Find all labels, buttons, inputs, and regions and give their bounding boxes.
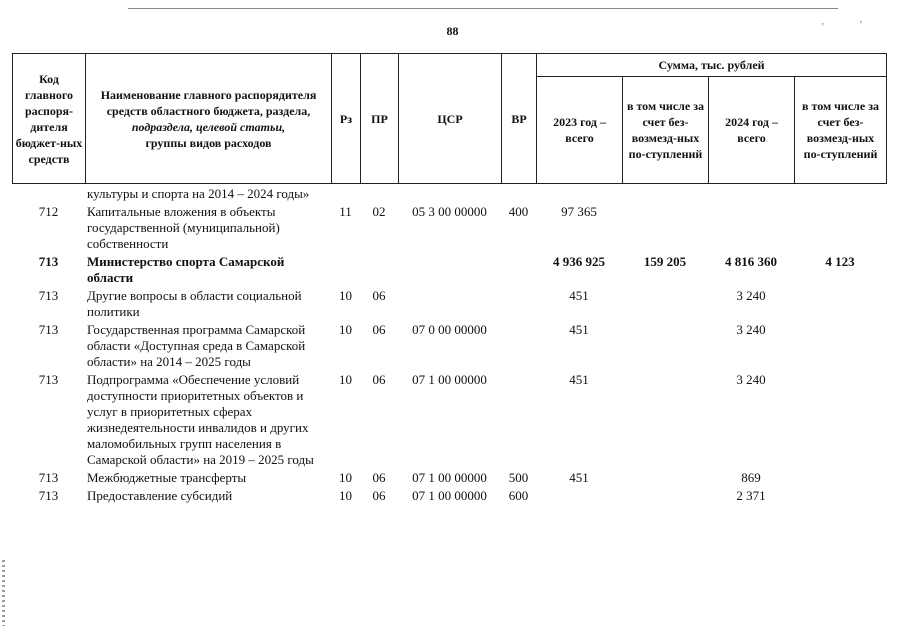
row-rz: 11 [339, 204, 352, 219]
corner-mark-right: ' [860, 20, 862, 31]
header-rz: Рз [332, 54, 361, 184]
row-free-2024 [794, 286, 886, 320]
row-code: 713 [38, 254, 59, 269]
row-name: Предоставление субсидий [87, 488, 233, 503]
row-vr [501, 286, 536, 320]
row-sum-2023: 451 [569, 372, 589, 387]
header-name [86, 54, 332, 184]
row-vr: 500 [508, 470, 529, 485]
row-free-2024 [794, 320, 886, 370]
header-code: Код главного распоря-дителя бюджет-ных средств [13, 54, 86, 184]
row-rz: 10 [339, 470, 352, 485]
row-name: Подпрограмма «Обеспечение условий доступности приоритетных объектов и услуг в приоритетных сферах жизнедеятельности инвалидов и других маломобильных групп населения в Самарской области» на 2019 – 2025 годы [87, 372, 314, 467]
row-code: 713 [38, 322, 59, 337]
header-2023-free: в том числе за счет без-возмезд-ных по-ступлений [623, 77, 709, 184]
top-scan-line [128, 8, 838, 9]
row-sum-2024 [708, 202, 794, 252]
row-sum-2024: 3 240 [736, 322, 766, 337]
row-pr: 06 [372, 372, 386, 387]
header-name-part2: подраздела, целевой статьи, [131, 119, 286, 134]
row-free-2023 [622, 286, 708, 320]
row-sum-2023: 451 [569, 322, 589, 337]
row-csr: 07 1 00 00000 [412, 470, 487, 485]
row-sum-2024: 3 240 [736, 372, 766, 387]
row-sum-2023: 451 [569, 288, 589, 303]
row-pr: 02 [372, 204, 386, 219]
row-rz: 10 [339, 372, 352, 387]
header-csr: ЦСР [399, 54, 502, 184]
table-row [12, 252, 886, 286]
row-sum-2024 [708, 186, 794, 202]
header-name-part3: группы видов расходов [145, 135, 272, 150]
scan-artifact [2, 560, 5, 626]
row-free-2024 [794, 186, 886, 202]
row-free-2024 [794, 202, 886, 252]
row-pr [360, 186, 398, 202]
header-pr: ПР [361, 54, 399, 184]
row-name: Межбюджетные трансферты [87, 470, 247, 485]
row-sum-2023: 451 [569, 470, 589, 485]
row-name: Другие вопросы в области социальной политики [87, 288, 302, 319]
table-row [12, 286, 886, 320]
row-sum-2024: 3 240 [736, 288, 766, 303]
header-2023-total: 2023 год – всего [537, 77, 623, 184]
row-code: 713 [38, 488, 59, 503]
header-vr: ВР [502, 54, 537, 184]
row-name: Государственная программа Самарской области «Доступная среда в Самарской области» на 2014 – 2025 годы [87, 322, 306, 369]
table-row [12, 202, 886, 252]
table-row [12, 468, 886, 486]
row-pr: 06 [372, 288, 386, 303]
row-free-2024 [794, 486, 886, 504]
row-vr [501, 370, 536, 468]
row-csr: 07 1 00 00000 [412, 488, 487, 503]
row-free-2024: 4 123 [825, 254, 855, 269]
table-row [12, 370, 886, 468]
row-rz [331, 186, 360, 202]
row-pr [360, 252, 398, 286]
row-csr: 07 0 00 00000 [412, 322, 487, 337]
row-code: 713 [38, 372, 59, 387]
row-vr: 400 [508, 204, 529, 219]
row-name: Министерство спорта Самарской области [87, 254, 285, 285]
row-vr: 600 [508, 488, 529, 503]
row-name: культуры и спорта на 2014 – 2024 годы» [87, 186, 310, 201]
row-sum-2023: 97 365 [561, 204, 597, 219]
row-sum-2024: 4 816 360 [725, 254, 777, 269]
row-csr: 07 1 00 00000 [412, 372, 487, 387]
header-2024-free: в том числе за счет без-возмезд-ных по-ступлений [795, 77, 887, 184]
row-rz [331, 252, 360, 286]
row-sum-2023 [536, 186, 622, 202]
header-sum: Сумма, тыс. рублей [537, 54, 887, 77]
row-pr: 06 [372, 322, 386, 337]
table-row [12, 186, 886, 202]
row-free-2023 [622, 370, 708, 468]
header-name-part1: Наименование главного распорядителя средств областного бюджета, раздела, [100, 87, 317, 118]
row-code: 712 [38, 204, 59, 219]
row-free-2023 [622, 320, 708, 370]
row-csr [398, 186, 501, 202]
row-free-2023 [622, 486, 708, 504]
row-sum-2024: 2 371 [736, 488, 766, 503]
table-body [12, 186, 886, 504]
table-row [12, 486, 886, 504]
row-vr [501, 186, 536, 202]
row-csr: 05 3 00 00000 [412, 204, 487, 219]
row-vr [501, 320, 536, 370]
row-code: 713 [38, 288, 59, 303]
page-number: 88 [446, 24, 459, 38]
row-free-2023 [622, 202, 708, 252]
row-rz: 10 [339, 322, 352, 337]
row-rz: 10 [339, 488, 352, 503]
row-sum-2023 [536, 486, 622, 504]
row-pr: 06 [372, 488, 386, 503]
row-name: Капитальные вложения в объекты государственной (муниципальной) собственности [87, 204, 280, 251]
header-2024-total: 2024 год – всего [709, 77, 795, 184]
row-sum-2023: 4 936 925 [553, 254, 605, 269]
row-free-2023: 159 205 [643, 254, 687, 269]
table-row [12, 320, 886, 370]
row-csr [398, 252, 501, 286]
row-free-2024 [794, 468, 886, 486]
row-vr [501, 252, 536, 286]
row-free-2023 [622, 186, 708, 202]
row-code: 713 [38, 470, 59, 485]
row-sum-2024: 869 [741, 470, 761, 485]
row-free-2023 [622, 468, 708, 486]
table-header [12, 53, 887, 184]
row-rz: 10 [339, 288, 352, 303]
row-csr [398, 286, 501, 320]
corner-mark-left: ' [822, 22, 824, 33]
row-code [12, 186, 85, 202]
row-free-2024 [794, 370, 886, 468]
row-pr: 06 [372, 470, 386, 485]
